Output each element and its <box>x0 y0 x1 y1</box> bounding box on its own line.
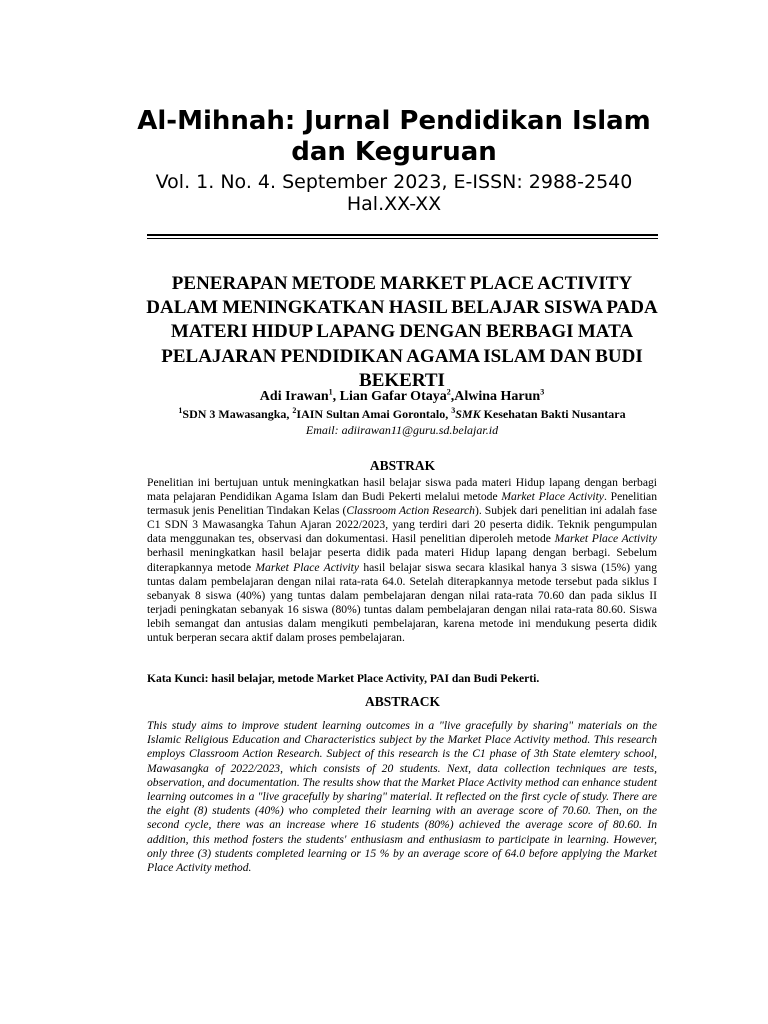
article-title: PENERAPAN METODE MARKET PLACE ACTIVITY DALAM MENINGKATKAN HASIL BELAJAR SISWA PADA MATERI HIDUP LAPANG DENGAN BERBAGI MATA PELAJARAN PENDIDIKAN AGAMA ISLAM DAN BUDI BEKERTI <box>146 273 658 391</box>
abstrak-run: Penelitian ini bertujuan untuk meningkatkan hasil belajar siswa pada materi Hidup lapang dengan berbagi mata pelajaran Pendidikan Agama Islam dan Budi Pekerti melalui metode <box>147 476 657 504</box>
author-affiliation-mark: 1 <box>328 387 333 397</box>
keywords: Kata Kunci: hasil belajar, metode Market Place Activity, PAI dan Budi Pekerti. <box>147 672 540 685</box>
affiliation-mark: 1 <box>178 406 183 415</box>
author-list <box>140 388 664 405</box>
journal-volume: Vol. 1. No. 4. September 2023, E-ISSN: 2988-2540 <box>155 171 633 193</box>
abstrak-run: . Penelitian termasuk jenis Penelitian Tindakan Kelas ( <box>147 490 657 518</box>
contact-email: Email: adiirawan11@guru.sd.belajar.id <box>305 423 499 437</box>
journal-header <box>130 106 658 215</box>
header-rule-thick <box>147 234 658 236</box>
affiliation-mark: 3 <box>451 406 456 415</box>
journal-title: Al-Mihnah: Jurnal Pendidikan Islam dan Keguruan <box>137 106 651 167</box>
author-name: Adi Irawan <box>259 389 329 404</box>
abstrak-run: berhasil meningkatkan hasil belajar peserta didik pada materi Hidup lapang dengan berbagi. Sebelum diterapkannya metode <box>147 546 657 574</box>
abstrak-italic-run: Classroom Action Research <box>346 504 475 518</box>
abstrak-text <box>147 476 657 645</box>
author-affiliation-mark: 2 <box>446 387 451 397</box>
abstrak-italic-run: Market Place Activity <box>501 490 604 504</box>
journal-pages: Hal.XX-XX <box>346 193 442 215</box>
abstract-text: This study aims to improve student learning outcomes in a "live gracefully by sharing" materials on the Islamic Religious Education and Characteristics subject by the Market Place Activity method. This research employs Classroom Action Research. Subject of this research is the C1 phase of 3th State elemtery school, Mawasangka of 2022/2023, which consists of 20 students. Next, data collection techniques are tests, observation, and documentation. The results show that the Market Place Activity method can enhance student learning outcomes in a "live gracefully by sharing" material. It reflected on the first cycle of study. There are the eight (8) students (40%) who completed their learning with an average score of 70.60. Then, on the second cycle, there was an increase where 16 students (80%) achieved the average score of 80.60. In addition, this method fosters the students' enthusiasm and enthusiasm to participate in learning. However, only three (3) students completed learning or 15 % by an average score of 64.0 before applying the Market Place Activity method. <box>147 719 657 875</box>
author-separator: , <box>332 389 340 404</box>
abstrak-run: ). Subjek dari penelitian ini adalah fase C1 SDN 3 Mawasangka Tahun Ajaran 2022/2023, yang terdiri dari 20 peserta didik. Teknik pengumpulan data menggunakan tes, observasi dan dokumentasi. Hasil penelitian diperoleh metode <box>147 504 657 546</box>
affiliation-list <box>140 407 664 422</box>
abstract-heading: ABSTRACK <box>364 694 440 709</box>
affiliation: SDN 3 Mawasangka, <box>182 407 293 421</box>
abstrak-italic-run: Market Place Activity <box>554 532 657 546</box>
abstrak-italic-run: Market Place Activity <box>255 560 360 574</box>
affiliation: IAIN Sultan Amai Gorontalo, <box>296 407 452 421</box>
affiliation-italic: SMK <box>455 407 481 421</box>
author-name: Lian Gafar Otaya <box>339 389 447 404</box>
affiliation-mark: 2 <box>292 406 297 415</box>
abstrak-heading: ABSTRAK <box>369 458 436 473</box>
author-separator: , <box>450 389 455 404</box>
abstrak-run: hasil belajar siswa secara klasikal hanya 3 siswa (15%) yang tuntas dalam pembelajaran dengan nilai rata-rata 64.0. Setelah diterapkannya metode tersebut pada siklus I sebanyak 8 siswa (40%) yang tuntas dalam pembelajaran dengan nilai rata-rata 70.60 dan pada siklus II terjadi peningkatan sebanyak 16 siswa (80%) tuntas dalam pembelajaran dengan nilai rata-rata 80.60. Siswa lebih semangat dan antusias dalam mengikuti pembelajaran, karena metode ini mendukung peserta didik untuk berperan secara aktif dalam proses pembelajaran. <box>147 560 657 645</box>
header-rule-thin <box>147 238 658 239</box>
affiliation: Kesehatan Bakti Nusantara <box>480 407 626 421</box>
author-name: Alwina Harun <box>454 389 541 404</box>
author-affiliation-mark: 3 <box>540 387 545 397</box>
